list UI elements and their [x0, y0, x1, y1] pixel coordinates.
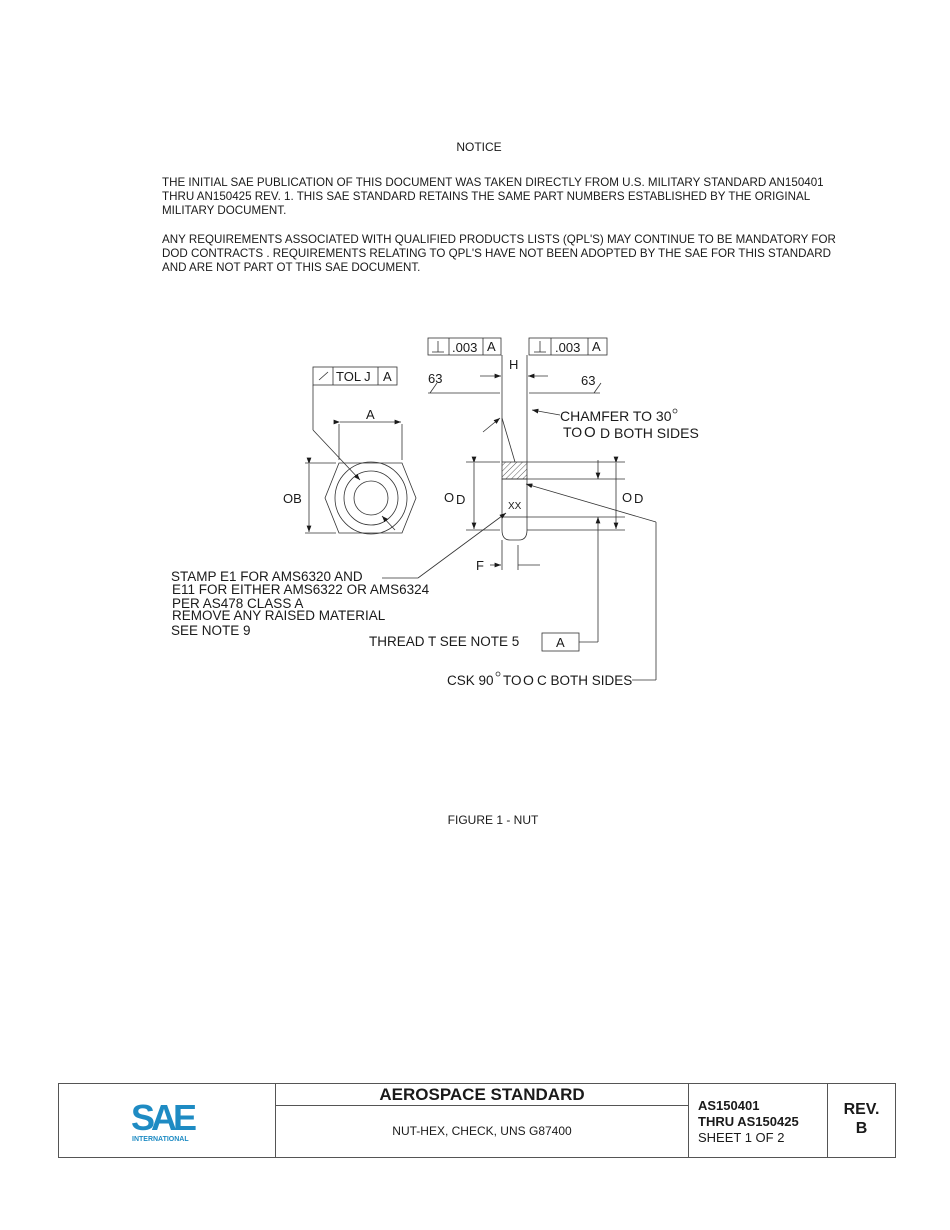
dim-f-label: F — [476, 558, 484, 573]
tol-j-datum: A — [383, 369, 392, 384]
csk-note-o: O — [523, 672, 534, 688]
degree-symbol-chamfer — [673, 409, 677, 413]
perp-value-left: .003 — [452, 340, 478, 355]
finish-left: 63 — [428, 371, 443, 386]
dim-od-left-d: D — [456, 492, 466, 507]
notice-paragraph-2: ANY REQUIREMENTS ASSOCIATED WITH QUALIFIED PRODUCTS LISTS (QPL'S) MAY CONTINUE TO BE MANDATORY FOR DOD CONTRACTS . REQUIREMENTS RELATING TO QPL'S HAVE NOT BEEN ADOPTED BY THE SAE FOR THIS STANDARD AND ARE NOT PART OT THIS SAE DOCUMENT. — [162, 233, 836, 275]
perp-value-right: .003 — [555, 340, 581, 355]
degree-symbol-csk — [496, 672, 500, 676]
sae-logo — [131, 1100, 201, 1142]
dim-a-label: A — [366, 407, 375, 422]
csk-note-text: CSK 90 — [447, 673, 494, 688]
rev-value: B — [855, 1120, 868, 1137]
sae-logo-text: SAE — [131, 1100, 194, 1138]
figure-caption: FIGURE 1 - NUT — [447, 813, 539, 827]
dim-od-right-d: D — [634, 491, 644, 506]
xx-label: XX — [508, 501, 522, 512]
stamp-note-line-2: E11 FOR EITHER AMS6322 OR AMS6324 — [172, 582, 430, 597]
document-number-line2: THRU AS150425 — [698, 1114, 799, 1129]
dim-ob-label: OB — [283, 491, 302, 506]
thread-note: THREAD T SEE NOTE 5 — [369, 634, 520, 649]
chamfer-note-line1: CHAMFER TO 30 — [560, 408, 672, 424]
dim-h-label: H — [509, 357, 519, 372]
rev-label: REV. — [843, 1101, 880, 1118]
part-title: NUT-HEX, CHECK, UNS G87400 — [392, 1124, 572, 1138]
perp-datum-right: A — [592, 339, 601, 354]
title-block-title-cell — [276, 1084, 689, 1157]
sheet-number: SHEET 1 OF 2 — [698, 1130, 785, 1145]
notice-paragraph-1: THE INITIAL SAE PUBLICATION OF THIS DOCUMENT WAS TAKEN DIRECTLY FROM U.S. MILITARY STANDARD AN150401 THRU AN150425 REV. 1. THIS SAE STANDARD RETAINS THE SAME PART NUMBERS ESTABLISHED BY THE ORIGINAL MILITARY DOCUMENT. — [162, 176, 824, 218]
title-block-rev-cell — [828, 1084, 895, 1157]
chamfer-note-rest: D BOTH SIDES — [600, 425, 699, 441]
hex-end-view — [305, 385, 416, 534]
perp-datum-left: A — [487, 339, 496, 354]
stamp-note-line-4: REMOVE ANY RAISED MATERIAL — [172, 608, 386, 623]
finish-right: 63 — [581, 373, 596, 388]
sae-logo-sub: INTERNATIONAL — [132, 1136, 189, 1142]
stamp-note-line-3: PER AS478 CLASS A — [172, 596, 304, 611]
nut-section — [382, 355, 656, 680]
tol-j-label: TOL J — [336, 369, 371, 384]
document-number-line1: AS150401 — [698, 1098, 760, 1113]
document-heading: AEROSPACE STANDARD — [276, 1084, 688, 1106]
csk-note-to: TO — [503, 673, 522, 688]
title-block-logo-cell — [59, 1084, 276, 1157]
dim-od-right-o: O — [622, 490, 633, 505]
dim-od-left-o: O — [444, 490, 455, 505]
stamp-note-line-5: SEE NOTE 9 — [171, 623, 251, 638]
chamfer-note-to: TO — [563, 424, 583, 440]
notice-title: NOTICE — [456, 140, 502, 154]
stamp-note-line-1: STAMP E1 FOR AMS6320 AND — [171, 569, 363, 584]
thread-datum: A — [556, 635, 565, 650]
chamfer-note-o: O — [584, 424, 596, 441]
title-block-number-cell — [689, 1084, 828, 1157]
title-block — [58, 1083, 896, 1158]
csk-note-rest: C BOTH SIDES — [537, 673, 633, 688]
